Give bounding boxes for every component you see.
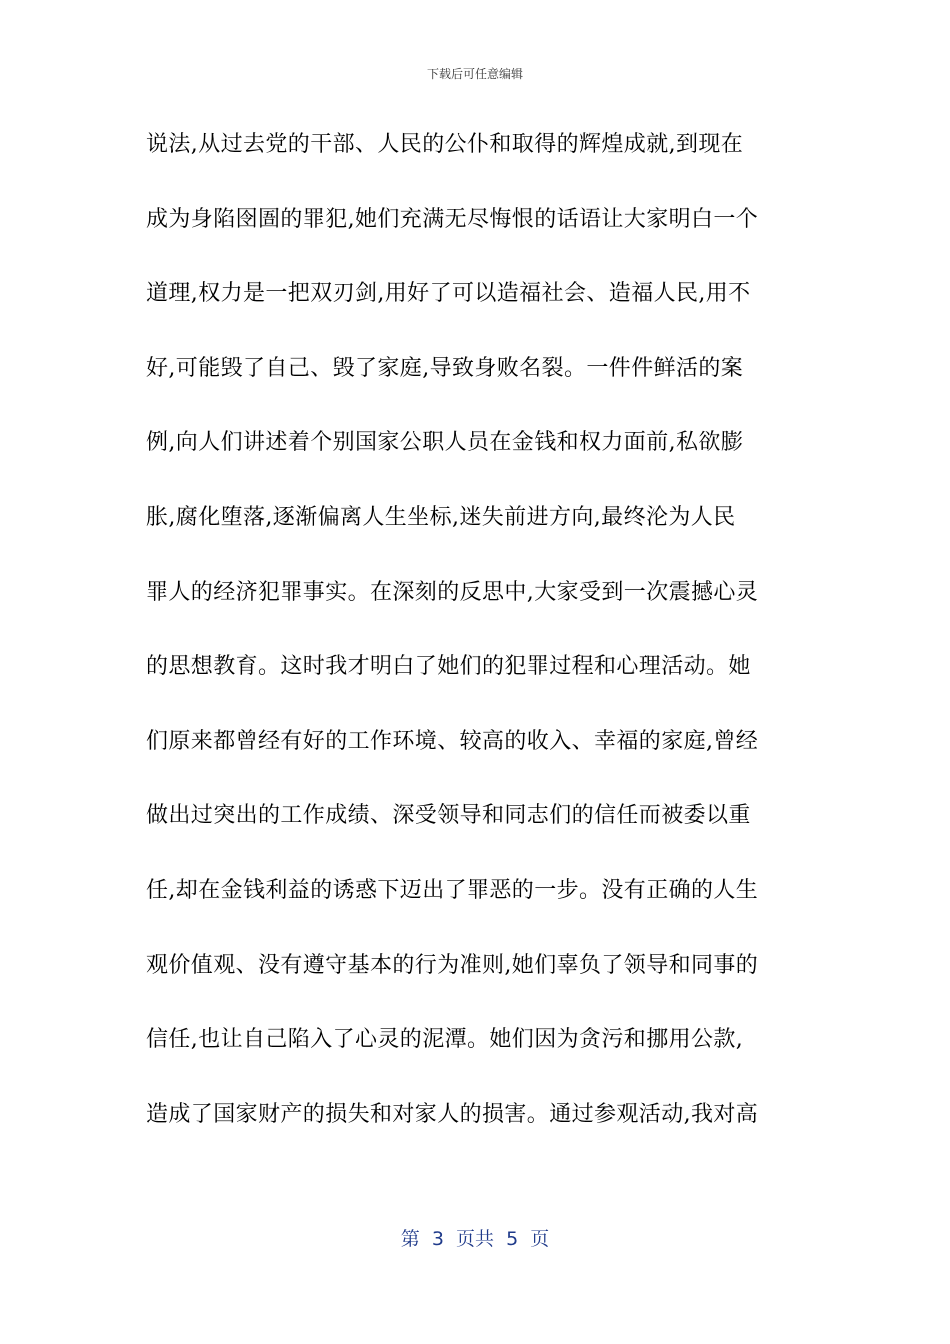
body-line-10: 做出过突出的工作成绩、深受领导和同志们的信任而被委以重 <box>146 803 751 829</box>
body-line-14: 造成了国家财产的损失和对家人的损害。通过参观活动,我对高 <box>146 1101 759 1127</box>
body-line-11: 任,却在金钱利益的诱惑下迈出了罪恶的一步。没有正确的人生 <box>146 877 759 903</box>
body-line-4: 好,可能毁了自己、毁了家庭,导致身败名裂。一件件鲜活的案 <box>146 355 744 381</box>
body-line-2: 成为身陷囹圄的罪犯,她们充满无尽悔恨的话语让大家明白一个 <box>146 206 759 232</box>
body-line-6: 胀,腐化堕落,逐渐偏离人生坐标,迷失前进方向,最终沦为人民 <box>146 504 736 530</box>
body-line-12: 观价值观、没有遵守基本的行为准则,她们辜负了领导和同事的 <box>146 952 759 978</box>
body-line-13: 信任,也让自己陷入了心灵的泥潭。她们因为贪污和挪用公款, <box>146 1027 744 1053</box>
body-line-3: 道理,权力是一把双刃剑,用好了可以造福社会、造福人民,用不 <box>146 281 751 307</box>
body-line-1: 说法,从过去党的干部、人民的公仆和取得的辉煌成就,到现在 <box>146 132 744 157</box>
page-header: 下载后可任意编辑 <box>426 67 523 81</box>
body-line-8: 的思想教育。这时我才明白了她们的犯罪过程和心理活动。她 <box>146 654 751 680</box>
page-number-footer: 第 3 页共 5 页 <box>400 1228 550 1250</box>
body-line-7: 罪人的经济犯罪事实。在深刻的反思中,大家受到一次震撼心灵 <box>146 579 759 605</box>
body-line-5: 例,向人们讲述着个别国家公职人员在金钱和权力面前,私欲膨 <box>146 430 744 456</box>
body-line-9: 们原来都曾经有好的工作环境、较高的收入、幸福的家庭,曾经 <box>146 728 759 754</box>
document-body <box>146 128 806 1172</box>
